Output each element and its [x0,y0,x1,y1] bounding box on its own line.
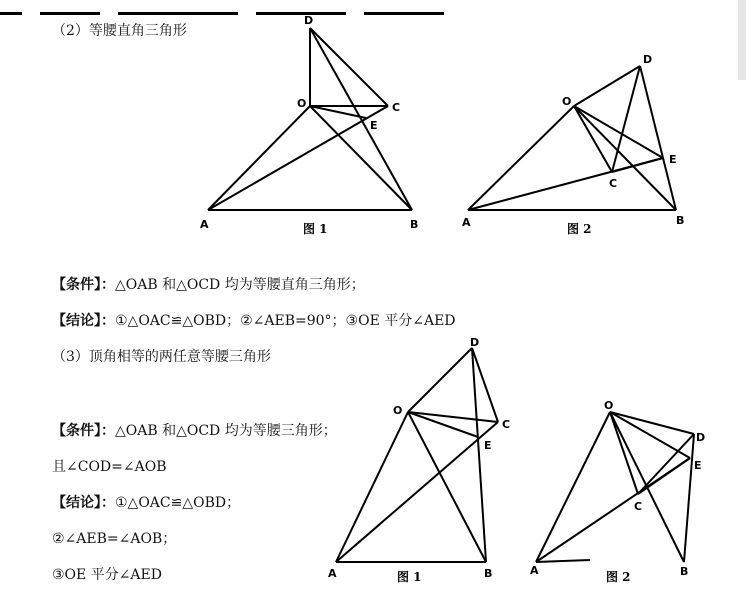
condition-text: △OAB 和△OCD 均为等腰三角形； [115,423,337,439]
s3-fig1-caption: 图 1 [397,570,422,584]
label-B: B [676,214,685,227]
segment-OA [536,412,610,562]
s3-figure-1 [328,336,510,580]
label-O: O [297,97,307,110]
segment-OC [610,412,638,494]
segment-DB [640,66,676,210]
segment-CD [612,66,640,172]
segment-DB [684,434,694,562]
label-O: O [562,95,572,108]
conclusion-1: ①△OAC≌△OBD； [115,495,241,511]
label-C: C [634,500,643,513]
conclusion-label: 【结论】： [52,313,115,329]
s2-figure-2 [462,53,684,229]
condition-label: 【条件】： [52,277,115,293]
conclusion-label: 【结论】： [52,495,115,511]
label-A: A [200,218,209,231]
label-E: E [694,459,702,472]
section3-conclusion-3: ③OE 平分∠AED [52,567,162,583]
label-B: B [410,218,419,231]
s2-fig1-caption: 图 1 [303,222,328,236]
label-A: A [328,567,337,580]
s3-figure-2 [530,399,705,578]
label-A: A [530,564,539,577]
segment-OA [336,412,408,562]
segment-OA [208,106,310,210]
s2-figure-1 [200,14,418,231]
section3-conclusion-2: ②∠AEB=∠AOB； [52,531,177,547]
label-C: C [609,177,618,190]
label-O: O [393,404,403,417]
label-D: D [304,14,314,27]
segment-OD [408,348,472,412]
label-E: E [669,153,677,166]
segment-AB-part [536,560,590,562]
segment-OB [408,412,486,562]
label-O: O [604,399,614,412]
label-E: E [370,119,378,132]
segment-AC [336,422,498,562]
label-D: D [643,53,653,66]
label-D: D [470,336,480,349]
s2-fig2-caption: 图 2 [567,222,592,236]
label-E: E [484,439,492,452]
condition-label: 【条件】： [52,423,115,439]
label-C: C [392,101,401,114]
label-A: A [462,216,471,229]
conclusion-text: ①△OAC≌△OBD；②∠AEB=90°；③OE 平分∠AED [115,313,456,329]
segment-OA [468,106,574,210]
label-D: D [696,431,706,444]
section3-condition-extra: 且∠COD=∠AOB [52,459,167,475]
section3-heading: （3）顶角相等的两任意等腰三角形 [52,349,271,365]
segment-DC [310,28,388,106]
section2-heading: （2）等腰直角三角形 [52,23,187,39]
label-B: B [680,565,689,578]
s3-fig2-caption: 图 2 [606,570,631,584]
label-C: C [502,418,511,431]
segment-CE [638,458,690,494]
segment-DB [310,28,412,210]
label-B: B [484,567,493,580]
condition-text: △OAB 和△OCD 均为等腰直角三角形； [115,277,365,293]
segment-OD [610,412,694,434]
